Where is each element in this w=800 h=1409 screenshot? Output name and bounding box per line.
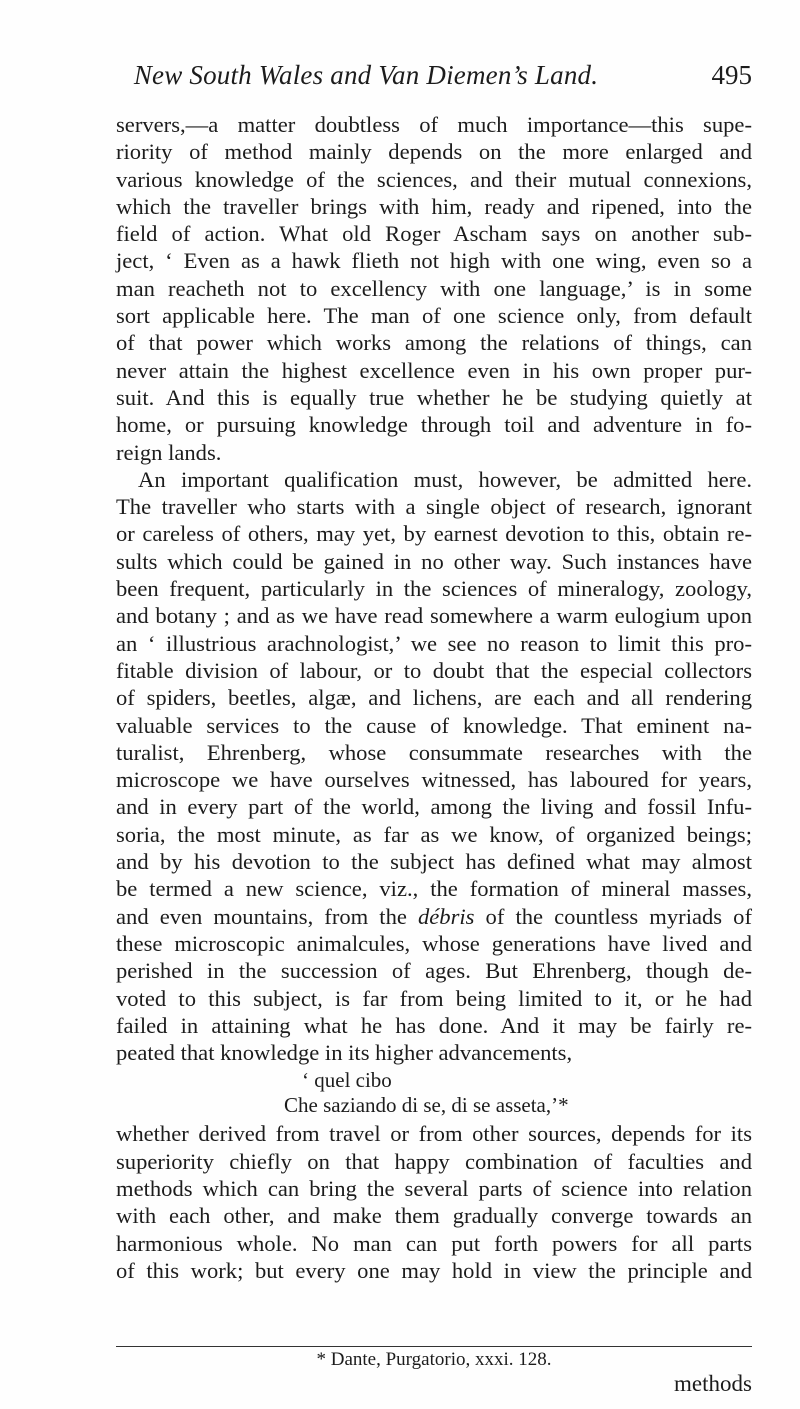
text-line: riority of method mainly depends on the more enlarged and — [116, 139, 752, 165]
text-line: field of action. What old Roger Ascham says on another sub- — [116, 221, 752, 247]
text-line: or careless of others, may yet, by earnest devotion to this, obtain re- — [116, 521, 752, 547]
text-line: an ‘ illustrious arachnologist,’ we see no reason to limit this pro- — [116, 630, 752, 656]
text-line: and by his devotion to the subject has defined what may almost — [116, 849, 752, 875]
text-line: these microscopic animalcules, whose generations have lived and — [116, 930, 752, 956]
text-line: An important qualification must, however, be admitted here. — [138, 466, 752, 492]
text-line: sort applicable here. The man of one science only, from default — [116, 303, 752, 329]
text-line: fitable division of labour, or to doubt that the especial collectors — [116, 657, 752, 683]
body-text — [116, 111, 752, 1284]
paragraph-3 — [116, 1120, 752, 1284]
text-line: superiority chiefly on that happy combination of faculties and — [116, 1148, 752, 1174]
text-line: and botany ; and as we have read somewhere a warm eulogium upon — [116, 603, 752, 629]
paragraph-1 — [116, 111, 752, 466]
text-line: failed in attaining what he has done. And it may be fairly re- — [116, 1012, 752, 1038]
text-line: of this work; but every one may hold in view the principle and — [116, 1257, 752, 1283]
text-line: whether derived from travel or from other sources, depends for its — [116, 1121, 752, 1147]
catchword: methods — [674, 1371, 752, 1396]
text-line: sults which could be gained in no other way. Such instances have — [116, 548, 752, 574]
text-line: ject, ‘ Even as a hawk flieth not high with one wing, even so a — [116, 248, 752, 274]
verse-quotation — [116, 1068, 752, 1118]
text-fragment: and even mountains, from the — [116, 903, 418, 929]
text-line: and in every part of the world, among the living and fossil Infu- — [116, 794, 752, 820]
text-line: been frequent, particularly in the sciences of mineralogy, zoology, — [116, 576, 752, 602]
quote-line-1: ‘ quel cibo — [302, 1068, 392, 1093]
text-line: which the traveller brings with him, ready and ripened, into the — [116, 193, 752, 219]
text-line: be termed a new science, viz., the formation of mineral masses, — [116, 876, 752, 902]
text-fragment: of the countless myriads of — [474, 903, 752, 929]
text-line: voted to this subject, is far from being limited to it, or he had — [116, 985, 752, 1011]
text-line-debris — [116, 903, 752, 930]
text-line: servers,—a matter doubtless of much importance—this supe- — [116, 112, 752, 137]
running-head — [100, 60, 752, 100]
text-line: with each other, and make them gradually converge towards an — [116, 1203, 752, 1229]
text-line: never attain the highest excellence even in his own proper pur- — [116, 357, 752, 383]
text-line: reign lands. — [116, 439, 222, 465]
page-number: 495 — [711, 60, 752, 90]
text-line: valuable services to the cause of knowledge. That eminent na- — [116, 712, 752, 738]
text-line: home, or pursuing knowledge through toil and adventure in fo- — [116, 412, 752, 438]
footnote: * Dante, Purgatorio, xxxi. 128. — [316, 1349, 552, 1370]
text-line: man reacheth not to excellency with one language,’ is in some — [116, 275, 752, 301]
text-line: harmonious whole. No man can put forth powers for all parts — [116, 1230, 752, 1256]
text-line: microscope we have ourselves witnessed, has laboured for years, — [116, 767, 752, 793]
running-title: New South Wales and Van Diemen’s Land. — [133, 60, 599, 90]
text-line: soria, the most minute, as far as we know, of organized beings; — [116, 821, 752, 847]
text-line: turalist, Ehrenberg, whose consummate researches with the — [116, 739, 752, 765]
paragraph-2 — [116, 466, 752, 1067]
text-line: The traveller who starts with a single object of research, ignorant — [116, 494, 752, 520]
text-line: methods which can bring the several parts of science into relation — [116, 1175, 752, 1201]
italic-word-debris: débris — [417, 903, 475, 929]
text-line: of that power which works among the relations of things, can — [116, 330, 752, 356]
text-line: perished in the succession of ages. But Ehrenberg, though de- — [116, 958, 752, 984]
text-line: various knowledge of the sciences, and their mutual connexions, — [116, 166, 752, 192]
footnote-rule — [116, 1346, 752, 1347]
text-line: suit. And this is equally true whether he be studying quietly at — [116, 384, 752, 410]
quote-line-2: Che saziando di se, di se asseta,’* — [284, 1093, 569, 1118]
text-line: of spiders, beetles, algæ, and lichens, are each and all rendering — [116, 685, 752, 711]
text-line: peated that knowledge in its higher advancements, — [116, 1040, 573, 1066]
